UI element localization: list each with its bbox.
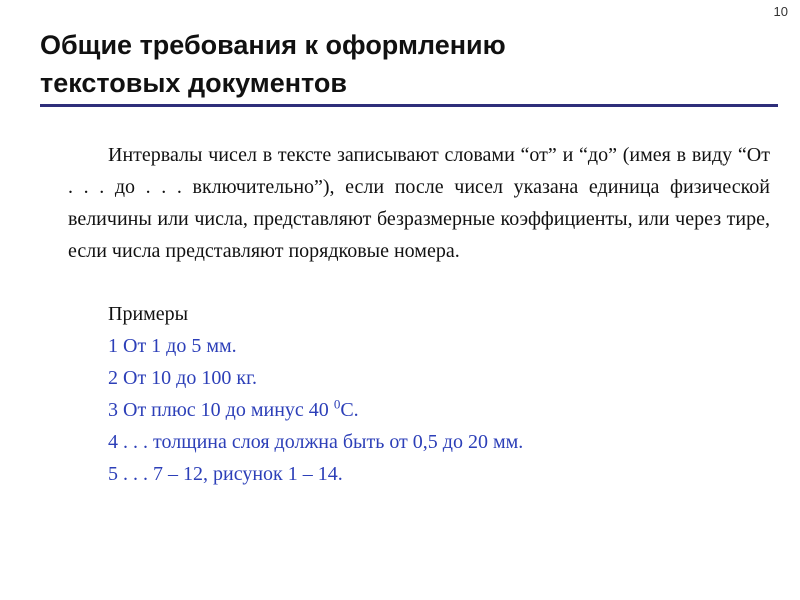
examples-list — [108, 298, 523, 490]
example-item-2: 2 От 10 до 100 кг. — [108, 367, 258, 389]
title-line-1: Общие требования к оформлению — [40, 30, 506, 60]
example-item-5: 5 . . . 7 – 12, рисунок 1 – 14. — [108, 463, 343, 485]
degree-superscript: 0 — [333, 396, 341, 412]
main-paragraph: Интервалы чисел в тексте записывают словами “от” и “до” (имея в виду “От . . . до . . . включительно”), если после чисел указана единица физической величины или числа, представляют безразмерные коэффициенты, или через тире, если числа представляют порядковые номера. — [68, 144, 770, 262]
slide-title — [40, 26, 760, 102]
example-item-3 — [108, 394, 523, 426]
example-item-3-unit: С. — [340, 399, 359, 421]
example-item-4: 4 . . . толщина слоя должна быть от 0,5 до 20 мм. — [108, 431, 524, 453]
title-underline — [40, 104, 778, 107]
title-line-2: текстовых документов — [40, 68, 348, 98]
example-item-1: 1 От 1 до 5 мм. — [108, 335, 237, 357]
page-number: 10 — [773, 4, 788, 19]
example-item-3-text: 3 От плюс 10 до минус 40 — [108, 399, 334, 421]
examples-heading: Примеры — [108, 303, 189, 325]
